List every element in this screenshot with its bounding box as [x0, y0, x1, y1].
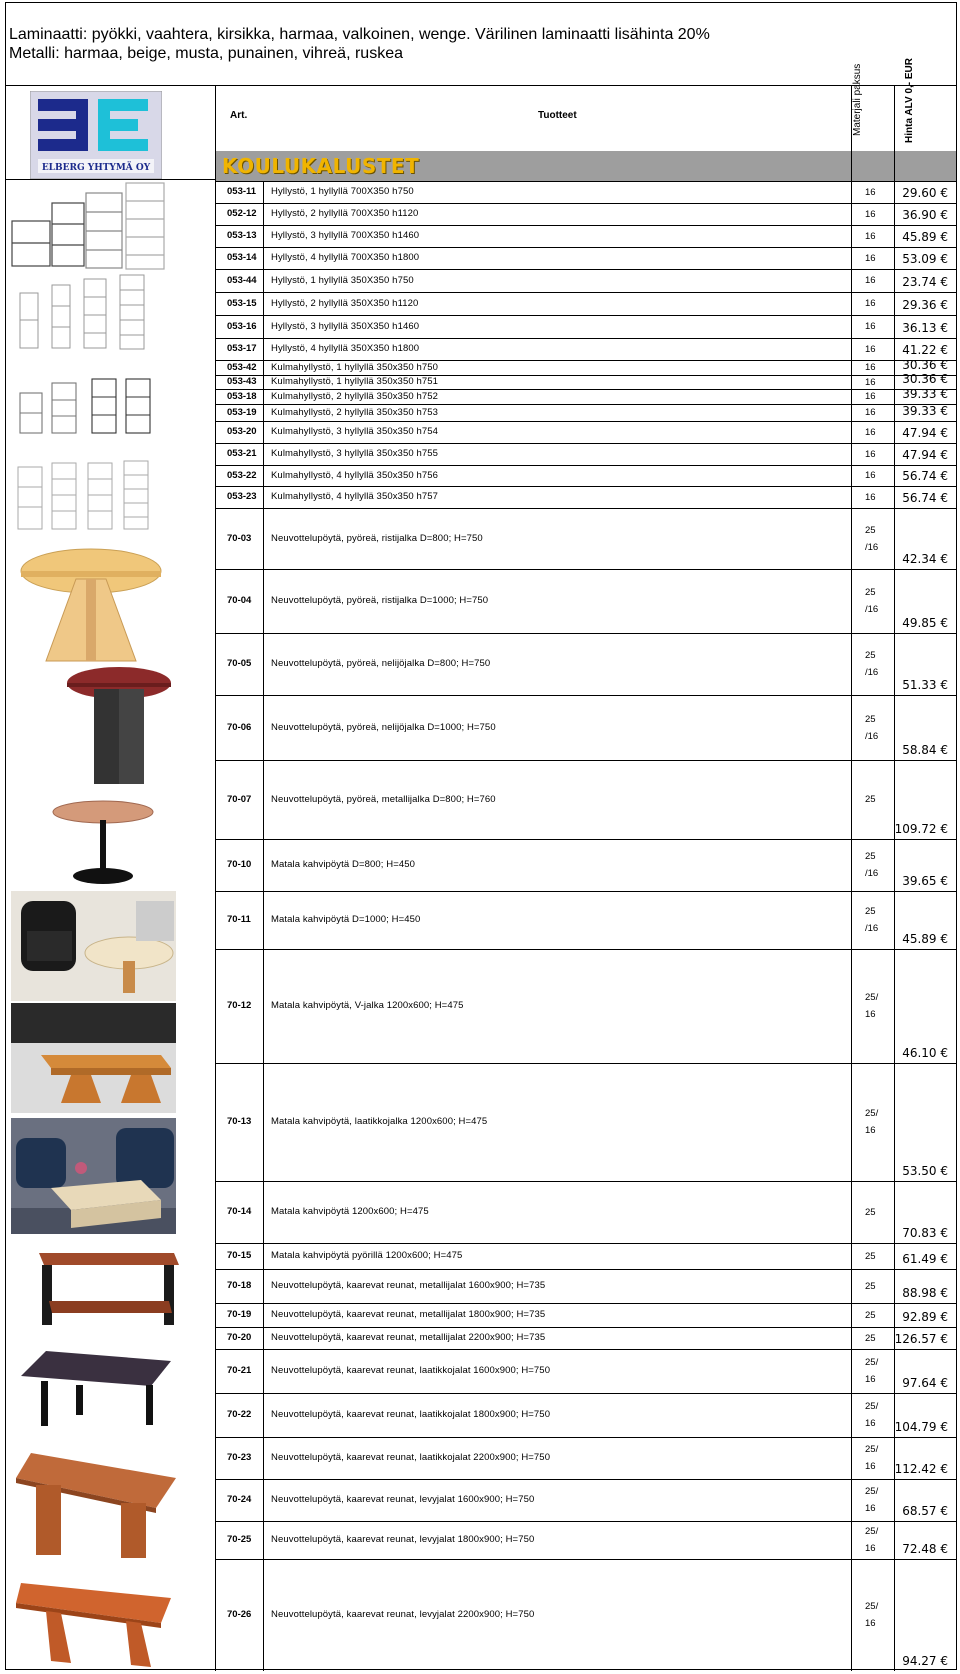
row-description: Neuvottelupöytä, pyöreä, nelijöjalka D=1000; H=750	[271, 721, 496, 733]
row-article-number: 053-22	[227, 469, 257, 481]
row-price: 46.10 €	[902, 1046, 948, 1060]
row-divider	[215, 338, 956, 339]
row-material-thickness: 25/ 16	[865, 992, 879, 1020]
row-divider	[215, 569, 956, 570]
row-material-thickness: 25 /16	[865, 713, 879, 742]
row-description: Kulmahyllystö, 1 hyllyllä 350x350 h750	[271, 361, 438, 373]
row-article-number: 70-24	[227, 1494, 252, 1505]
row-divider	[215, 508, 956, 509]
row-article-number: 70-21	[227, 1365, 252, 1376]
row-price: 36.90 €	[902, 208, 948, 222]
row-article-number: 053-17	[227, 343, 257, 354]
round-table-four-leg-image	[64, 663, 174, 788]
row-article-number: 70-25	[227, 1534, 252, 1545]
row-description: Hyllystö, 1 hyllyllä 700X350 h750	[271, 186, 414, 197]
row-divider	[215, 1349, 956, 1350]
row-article-number: 70-19	[227, 1309, 252, 1320]
row-description: Hyllystö, 4 hyllyllä 700X350 h1800	[271, 252, 420, 263]
row-description: Kulmahyllystö, 2 hyllyllä 350x350 h752	[271, 390, 438, 402]
row-description: Neuvottelupöytä, pyöreä, ristijalka D=800; H=750	[271, 532, 483, 544]
row-material-thickness: 16	[865, 470, 876, 481]
row-price: 94.27 €	[902, 1654, 948, 1668]
row-article-number: 70-26	[227, 1609, 252, 1620]
row-description: Kulmahyllystö, 4 hyllyllä 350x350 h757	[271, 491, 438, 502]
row-article-number: 70-18	[227, 1280, 252, 1291]
row-description: Matala kahvipöytä D=1000; H=450	[271, 914, 421, 925]
row-article-number: 70-06	[227, 721, 252, 733]
row-price: 72.48 €	[902, 1542, 948, 1556]
row-description: Kulmahyllystö, 3 hyllyllä 350x350 h755	[271, 448, 438, 459]
header-notes	[9, 25, 710, 63]
row-price: 45.89 €	[902, 230, 948, 244]
row-divider	[215, 1303, 956, 1304]
row-article-number: 70-14	[227, 1206, 252, 1217]
row-divider	[215, 269, 956, 270]
col-price-header: Hinta ALV 0,- EUR	[904, 57, 915, 143]
row-price: 47.94 €	[902, 448, 948, 462]
row-material-thickness: 25/ 16	[865, 1526, 879, 1554]
row-material-thickness: 25/ 16	[865, 1601, 879, 1629]
row-material-thickness: 25/ 16	[865, 1108, 879, 1136]
col-products-header: Tuotteet	[538, 110, 577, 121]
row-description: Neuvottelupöytä, kaarevat reunat, laatikkojalat 1600x900; H=750	[271, 1365, 551, 1376]
row-divider	[215, 181, 956, 182]
row-divider	[215, 421, 956, 422]
row-price: 29.36 €	[902, 298, 948, 312]
row-description: Neuvottelupöytä, kaarevat reunat, laatikkojalat 2200x900; H=750	[271, 1452, 551, 1463]
row-price: 39.33 €	[902, 387, 948, 401]
round-table-metal-leg-image	[48, 798, 158, 886]
row-description: Hyllystö, 3 hyllyllä 350X350 h1460	[271, 320, 420, 332]
row-material-thickness: 16	[865, 426, 876, 438]
row-article-number: 053-16	[227, 320, 257, 332]
row-material-thickness: 16	[865, 186, 876, 198]
row-description: Hyllystö, 3 hyllyllä 700X350 h1460	[271, 230, 420, 241]
coffee-table-shelf-image	[34, 1243, 184, 1333]
coffee-table-v-leg-image	[11, 1003, 176, 1113]
meeting-table-panel-leg-image	[11, 1563, 181, 1671]
row-description: Neuvottelupöytä, pyöreä, nelijöjalka D=800; H=750	[271, 658, 491, 669]
row-material-thickness: 25	[865, 1250, 876, 1262]
row-article-number: 053-11	[227, 186, 257, 197]
row-price: 42.34 €	[902, 552, 948, 566]
row-description: Matala kahvipöytä D=800; H=450	[271, 859, 416, 870]
row-price: 112.42 €	[894, 1462, 948, 1476]
meeting-table-metal-leg-image	[16, 1341, 181, 1431]
section-band	[216, 151, 956, 181]
row-description: Neuvottelupöytä, kaarevat reunat, metallijalat 1800x900; H=735	[271, 1309, 546, 1320]
row-price: 39.65 €	[902, 874, 948, 888]
row-article-number: 70-04	[227, 595, 252, 606]
row-article-number: 052-12	[227, 208, 257, 219]
row-price: 58.84 €	[902, 743, 948, 757]
row-material-thickness: 25 /16	[865, 851, 879, 879]
row-divider	[215, 633, 956, 634]
row-divider	[215, 1521, 956, 1522]
row-description: Hyllystö, 4 hyllyllä 350X350 h1800	[271, 343, 420, 354]
row-description: Hyllystö, 2 hyllyllä 350X350 h1120	[271, 297, 419, 309]
row-article-number: 70-10	[227, 859, 252, 870]
header-line-metal: Metalli: harmaa, beige, musta, punainen, vihreä, ruskea	[9, 45, 403, 62]
round-table-cross-leg-image	[16, 543, 166, 665]
row-divider	[215, 1479, 956, 1480]
row-description: Neuvottelupöytä, pyöreä, metallijalka D=800; H=760	[271, 793, 496, 805]
row-article-number: 053-14	[227, 252, 257, 263]
row-divider	[215, 1437, 956, 1438]
row-article-number: 70-11	[227, 914, 251, 925]
row-price: 126.57 €	[894, 1332, 948, 1346]
coffee-table-box-leg-image	[11, 1118, 176, 1234]
row-material-thickness: 16	[865, 343, 876, 355]
row-divider	[215, 404, 956, 405]
row-material-thickness: 25 /16	[865, 650, 879, 678]
row-divider	[215, 1269, 956, 1270]
shelf-350-image	[8, 273, 168, 351]
row-divider	[215, 203, 956, 204]
row-price: 36.13 €	[902, 321, 948, 335]
row-divider	[215, 292, 956, 293]
row-article-number: 70-20	[227, 1332, 252, 1343]
row-divider	[215, 1393, 956, 1394]
row-description: Neuvottelupöytä, kaarevat reunat, levyjalat 2200x900; H=750	[271, 1609, 535, 1620]
row-material-thickness: 16	[865, 230, 876, 242]
row-price: 104.79 €	[894, 1420, 948, 1434]
row-material-thickness: 16	[865, 321, 876, 332]
row-price: 23.74 €	[902, 275, 948, 289]
row-price: 88.98 €	[902, 1286, 948, 1300]
row-description: Kulmahyllystö, 1 hyllyllä 350x350 h751	[271, 376, 438, 387]
row-description: Neuvottelupöytä, kaarevat reunat, levyjalat 1600x900; H=750	[271, 1494, 535, 1505]
row-article-number: 053-13	[227, 230, 257, 241]
shelf-700-image	[8, 181, 168, 271]
grid-line	[6, 179, 216, 180]
company-logo	[30, 91, 162, 179]
header-rule	[6, 85, 956, 86]
row-price: 47.94 €	[902, 426, 948, 440]
col-art-header: Art.	[230, 110, 248, 121]
row-description: Hyllystö, 1 hyllyllä 350X350 h750	[271, 274, 414, 286]
row-divider	[215, 247, 956, 248]
row-article-number: 70-12	[227, 1000, 252, 1011]
row-material-thickness: 25 /16	[865, 524, 879, 553]
row-article-number: 053-42	[227, 361, 257, 373]
row-divider	[215, 839, 956, 840]
row-description: Matala kahvipöytä, laatikkojalka 1200x600; H=475	[271, 1116, 488, 1127]
row-description: Neuvottelupöytä, kaarevat reunat, levyjalat 1800x900; H=750	[271, 1534, 535, 1545]
row-material-thickness: 16	[865, 491, 876, 503]
row-description: Matala kahvipöytä 1200x600; H=475	[271, 1206, 429, 1217]
header-line-laminate: Laminaatti: pyökki, vaahtera, kirsikka, harmaa, valkoinen, wenge. Värilinen laminaatti lisähinta 20%	[9, 26, 710, 43]
row-article-number: 053-43	[227, 376, 257, 387]
row-material-thickness: 16	[865, 448, 876, 460]
row-divider	[215, 891, 956, 892]
row-description: Kulmahyllystö, 4 hyllyllä 350x350 h756	[271, 469, 438, 481]
row-divider	[215, 1181, 956, 1182]
row-article-number: 70-23	[227, 1452, 252, 1463]
row-divider	[215, 443, 956, 444]
row-divider	[215, 949, 956, 950]
row-description: Neuvottelupöytä, kaarevat reunat, metallijalat 1600x900; H=735	[271, 1280, 546, 1291]
row-description: Kulmahyllystö, 2 hyllyllä 350x350 h753	[271, 406, 438, 418]
row-description: Kulmahyllystö, 3 hyllyllä 350x350 h754	[271, 426, 438, 437]
row-divider	[215, 760, 956, 761]
section-title: KOULUKALUSTET	[222, 154, 420, 178]
row-article-number: 70-13	[227, 1116, 252, 1127]
row-description: Matala kahvipöytä, V-jalka 1200x600; H=475	[271, 1000, 464, 1011]
row-price: 109.72 €	[894, 822, 948, 836]
row-article-number: 70-15	[227, 1250, 252, 1261]
row-material-thickness: 25/ 16	[865, 1357, 879, 1385]
coffee-table-round-image	[11, 891, 176, 1001]
row-price: 53.09 €	[902, 252, 948, 266]
row-price: 68.57 €	[902, 1504, 948, 1518]
col-material-header: Materjali paksus	[852, 63, 863, 136]
row-material-thickness: 25 /16	[865, 906, 879, 934]
row-divider	[215, 465, 956, 466]
row-article-number: 053-23	[227, 491, 257, 502]
row-description: Hyllystö, 2 hyllyllä 700X350 h1120	[271, 208, 419, 219]
row-description: Neuvottelupöytä, pyöreä, ristijalka D=1000; H=750	[271, 595, 489, 606]
row-price: 61.49 €	[902, 1252, 948, 1266]
meeting-table-box-leg-image	[11, 1433, 181, 1563]
price-list-page	[5, 2, 957, 1670]
row-price: 29.60 €	[902, 186, 948, 200]
row-material-thickness: 25	[865, 794, 876, 805]
row-article-number: 70-22	[227, 1409, 252, 1420]
row-price: 70.83 €	[902, 1226, 948, 1240]
row-material-thickness: 16	[865, 298, 876, 309]
row-divider	[215, 486, 956, 487]
row-material-thickness: 25	[865, 1309, 876, 1321]
row-material-thickness: 16	[865, 208, 876, 220]
grid-line	[215, 85, 216, 1671]
row-material-thickness: 16	[865, 252, 876, 264]
row-material-thickness: 16	[865, 275, 876, 286]
row-description: Neuvottelupöytä, kaarevat reunat, metallijalat 2200x900; H=735	[271, 1332, 546, 1343]
row-divider	[215, 1327, 956, 1328]
row-material-thickness: 16	[865, 376, 876, 388]
row-article-number: 053-15	[227, 297, 257, 309]
row-article-number: 053-19	[227, 406, 257, 418]
row-price: 45.89 €	[902, 932, 948, 946]
row-price: 92.89 €	[902, 1310, 948, 1324]
row-divider	[215, 695, 956, 696]
row-article-number: 053-44	[227, 274, 257, 286]
row-price: 39.33 €	[902, 404, 948, 418]
row-price: 41.22 €	[902, 343, 948, 357]
row-price: 97.64 €	[902, 1376, 948, 1390]
row-material-thickness: 25	[865, 1332, 876, 1344]
row-divider	[215, 1063, 956, 1064]
row-article-number: 70-05	[227, 658, 252, 669]
row-material-thickness: 25/ 16	[865, 1401, 879, 1429]
row-material-thickness: 25/ 16	[865, 1486, 879, 1514]
row-price: 56.74 €	[902, 469, 948, 483]
row-material-thickness: 16	[865, 407, 876, 418]
row-article-number: 70-03	[227, 532, 252, 544]
row-price: 30.36 €	[902, 372, 948, 386]
row-divider	[215, 315, 956, 316]
row-divider	[215, 1559, 956, 1560]
row-material-thickness: 25	[865, 1280, 876, 1292]
row-price: 56.74 €	[902, 491, 948, 505]
row-material-thickness: 25	[865, 1206, 876, 1218]
row-article-number: 053-21	[227, 448, 257, 459]
row-description: Matala kahvipöytä pyörillä 1200x600; H=475	[271, 1250, 463, 1261]
row-price: 53.50 €	[902, 1164, 948, 1178]
grid-line	[851, 85, 852, 1671]
row-article-number: 053-18	[227, 390, 257, 402]
corner-shelf-low-image	[8, 373, 168, 438]
row-article-number: 70-07	[227, 793, 252, 805]
row-price: 51.33 €	[902, 678, 948, 692]
row-material-thickness: 16	[865, 362, 876, 373]
row-material-thickness: 25/ 16	[865, 1444, 879, 1472]
row-material-thickness: 25 /16	[865, 587, 879, 615]
row-price: 30.36 €	[902, 358, 948, 372]
row-description: Neuvottelupöytä, kaarevat reunat, laatikkojalat 1800x900; H=750	[271, 1409, 551, 1420]
row-material-thickness: 16	[865, 391, 876, 402]
corner-shelf-tall-image	[8, 453, 168, 533]
row-price: 49.85 €	[902, 616, 948, 630]
logo-text: ELBERG YHTYMÄ OY	[41, 163, 151, 173]
row-article-number: 053-20	[227, 426, 257, 437]
row-divider	[215, 1243, 956, 1244]
row-divider	[215, 225, 956, 226]
